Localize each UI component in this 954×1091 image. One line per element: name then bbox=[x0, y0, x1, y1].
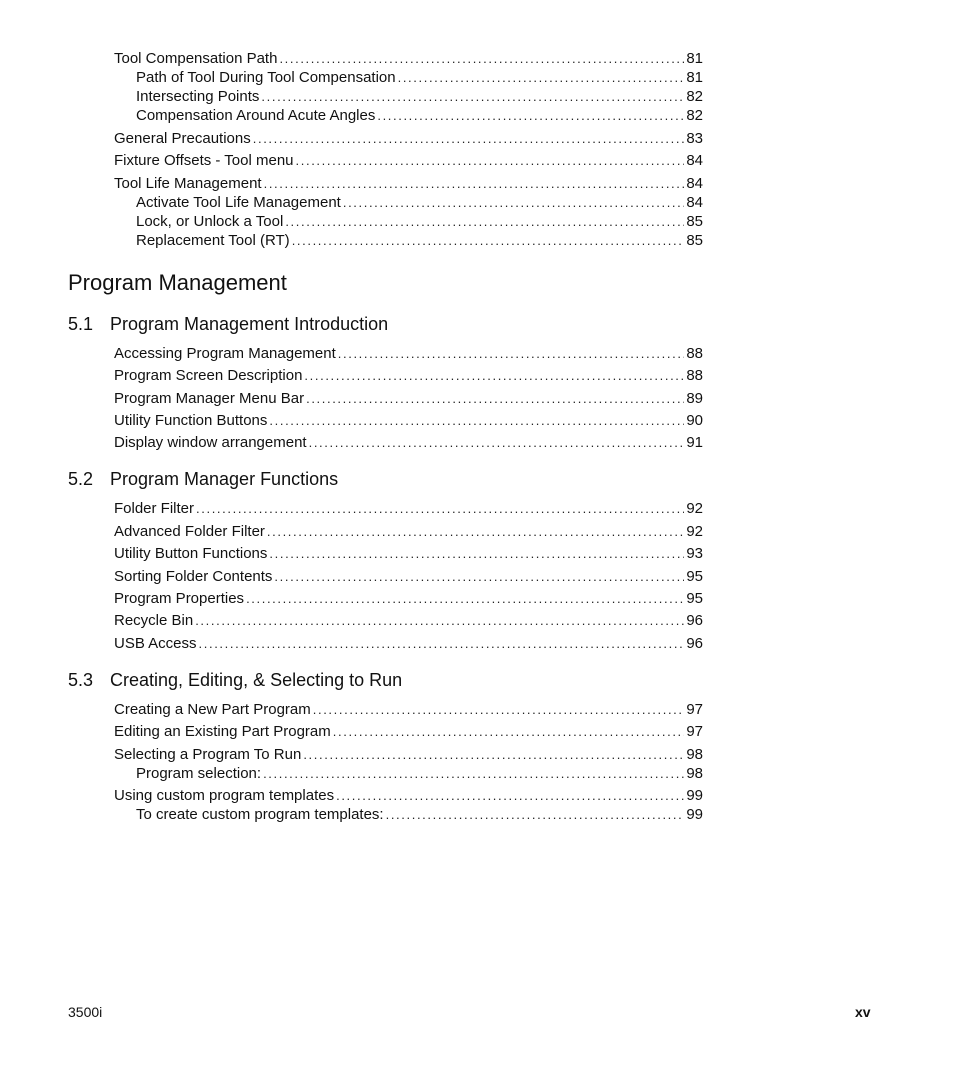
leader-dots bbox=[264, 174, 685, 194]
toc-entry-page: 99 bbox=[686, 806, 703, 823]
toc-entry-label: Program Manager Menu Bar bbox=[114, 390, 305, 407]
toc-subentry[interactable] bbox=[136, 231, 703, 251]
toc-entry-label: Advanced Folder Filter bbox=[114, 523, 265, 540]
toc-entry-page: 88 bbox=[686, 367, 703, 384]
toc-entry-label: Creating a New Part Program bbox=[114, 701, 311, 718]
toc-entry-label: Path of Tool During Tool Compensation bbox=[136, 69, 396, 86]
leader-dots bbox=[309, 433, 685, 453]
toc-entry-label: USB Access bbox=[114, 635, 197, 652]
toc-subentry[interactable] bbox=[136, 805, 703, 825]
toc-entry-page: 84 bbox=[686, 194, 703, 211]
leader-dots bbox=[246, 589, 684, 609]
section-number: 5.1 bbox=[68, 314, 94, 334]
toc-entry-page: 85 bbox=[686, 232, 703, 249]
toc-entry-label: Fixture Offsets - Tool menu bbox=[114, 152, 294, 169]
toc-entry-page: 95 bbox=[686, 568, 703, 585]
toc-subentry[interactable] bbox=[136, 212, 703, 232]
toc-entry-label: Utility Button Functions bbox=[114, 545, 268, 562]
toc-entry-label: Using custom program templates bbox=[114, 787, 335, 804]
section-heading[interactable] bbox=[68, 312, 388, 336]
toc-entry[interactable] bbox=[114, 174, 703, 194]
leader-dots bbox=[269, 544, 684, 564]
leader-dots bbox=[343, 193, 684, 213]
leader-dots bbox=[303, 745, 684, 765]
section-number: 5.3 bbox=[68, 670, 94, 690]
toc-entry[interactable] bbox=[114, 411, 703, 431]
toc-entry-page: 84 bbox=[686, 152, 703, 169]
toc-entry-page: 82 bbox=[686, 88, 703, 105]
toc-entry-page: 88 bbox=[686, 345, 703, 362]
leader-dots bbox=[338, 344, 685, 364]
leader-dots bbox=[267, 522, 684, 542]
leader-dots bbox=[292, 231, 685, 251]
section-heading[interactable] bbox=[68, 668, 402, 692]
footer-page-number: xv bbox=[855, 1004, 871, 1020]
leader-dots bbox=[285, 212, 684, 232]
toc-entry[interactable] bbox=[114, 786, 703, 806]
toc-subentry[interactable] bbox=[136, 68, 703, 88]
toc-entry-label: Editing an Existing Part Program bbox=[114, 723, 331, 740]
toc-entry-label: Accessing Program Management bbox=[114, 345, 336, 362]
toc-entry-page: 98 bbox=[686, 765, 703, 782]
toc-entry[interactable] bbox=[114, 544, 703, 564]
toc-entry[interactable] bbox=[114, 129, 703, 149]
chapter-title: Program Management bbox=[68, 270, 287, 295]
toc-entry-page: 99 bbox=[686, 787, 703, 804]
toc-entry-page: 89 bbox=[686, 390, 703, 407]
toc-entry-label: Program Screen Description bbox=[114, 367, 303, 384]
toc-entry-label: Replacement Tool (RT) bbox=[136, 232, 290, 249]
section-number: 5.2 bbox=[68, 469, 94, 489]
leader-dots bbox=[199, 634, 685, 654]
toc-entry-label: Lock, or Unlock a Tool bbox=[136, 213, 284, 230]
toc-entry[interactable] bbox=[114, 634, 703, 654]
toc-entry-label: Tool Compensation Path bbox=[114, 50, 278, 67]
toc-entry-page: 97 bbox=[686, 723, 703, 740]
toc-entry-page: 93 bbox=[686, 545, 703, 562]
toc-entry[interactable] bbox=[114, 611, 703, 631]
toc-entry-page: 95 bbox=[686, 590, 703, 607]
leader-dots bbox=[333, 722, 685, 742]
toc-entry-page: 83 bbox=[686, 130, 703, 147]
leader-dots bbox=[377, 106, 684, 126]
toc-entry[interactable] bbox=[114, 366, 703, 386]
toc-entry-page: 91 bbox=[686, 434, 703, 451]
toc-entry[interactable] bbox=[114, 522, 703, 542]
toc-entry[interactable] bbox=[114, 567, 703, 587]
toc-entry-page: 96 bbox=[686, 635, 703, 652]
toc-entry-label: Folder Filter bbox=[114, 500, 195, 517]
toc-entry-label: Recycle Bin bbox=[114, 612, 194, 629]
toc-entry-label: General Precautions bbox=[114, 130, 251, 147]
leader-dots bbox=[269, 411, 684, 431]
toc-entry-page: 92 bbox=[686, 523, 703, 540]
toc-entry-label: Program selection: bbox=[136, 765, 262, 782]
leader-dots bbox=[336, 786, 684, 806]
toc-entry[interactable] bbox=[114, 700, 703, 720]
leader-dots bbox=[398, 68, 685, 88]
leader-dots bbox=[253, 129, 685, 149]
toc-entry[interactable] bbox=[114, 722, 703, 742]
leader-dots bbox=[196, 499, 684, 519]
toc-entry[interactable] bbox=[114, 589, 703, 609]
toc-entry-page: 98 bbox=[686, 746, 703, 763]
toc-entry-page: 84 bbox=[686, 175, 703, 192]
leader-dots bbox=[263, 764, 684, 784]
section-heading[interactable] bbox=[68, 467, 338, 491]
leader-dots bbox=[304, 366, 684, 386]
section-title: Creating, Editing, & Selecting to Run bbox=[110, 670, 403, 690]
leader-dots bbox=[279, 49, 684, 69]
toc-entry-label: Selecting a Program To Run bbox=[114, 746, 302, 763]
toc-entry[interactable] bbox=[114, 745, 703, 765]
toc-entry-page: 81 bbox=[686, 50, 703, 67]
toc-entry-page: 85 bbox=[686, 213, 703, 230]
toc-entry[interactable] bbox=[114, 433, 703, 453]
toc-entry[interactable] bbox=[114, 49, 703, 69]
toc-entry[interactable] bbox=[114, 389, 703, 409]
toc-entry-page: 82 bbox=[686, 107, 703, 124]
toc-entry[interactable] bbox=[114, 344, 703, 364]
toc-entry-label: Display window arrangement bbox=[114, 434, 307, 451]
toc-entry-label: To create custom program templates: bbox=[136, 806, 384, 823]
toc-entry-label: Compensation Around Acute Angles bbox=[136, 107, 376, 124]
toc-entry-label: Activate Tool Life Management bbox=[136, 194, 341, 211]
toc-entry-label: Tool Life Management bbox=[114, 175, 262, 192]
toc-entry-page: 96 bbox=[686, 612, 703, 629]
leader-dots bbox=[386, 805, 685, 825]
section-title: Program Management Introduction bbox=[110, 314, 389, 334]
toc-subentry[interactable] bbox=[136, 193, 703, 213]
leader-dots bbox=[296, 151, 685, 171]
toc-subentry[interactable] bbox=[136, 764, 703, 784]
toc-subentry[interactable] bbox=[136, 106, 703, 126]
leader-dots bbox=[313, 700, 685, 720]
leader-dots bbox=[274, 567, 684, 587]
leader-dots bbox=[261, 87, 684, 107]
toc-entry[interactable] bbox=[114, 151, 703, 171]
toc-entry-label: Program Properties bbox=[114, 590, 245, 607]
leader-dots bbox=[306, 389, 684, 409]
toc-entry-label: Utility Function Buttons bbox=[114, 412, 268, 429]
toc-entry-page: 81 bbox=[686, 69, 703, 86]
toc-subentry[interactable] bbox=[136, 87, 703, 107]
toc-entry-page: 92 bbox=[686, 500, 703, 517]
section-title: Program Manager Functions bbox=[110, 469, 339, 489]
footer-product-name: 3500i bbox=[68, 1004, 103, 1020]
toc-entry[interactable] bbox=[114, 499, 703, 519]
toc-entry-page: 90 bbox=[686, 412, 703, 429]
toc-entry-label: Sorting Folder Contents bbox=[114, 568, 273, 585]
leader-dots bbox=[195, 611, 684, 631]
toc-entry-label: Intersecting Points bbox=[136, 88, 260, 105]
toc-entry-page: 97 bbox=[686, 701, 703, 718]
